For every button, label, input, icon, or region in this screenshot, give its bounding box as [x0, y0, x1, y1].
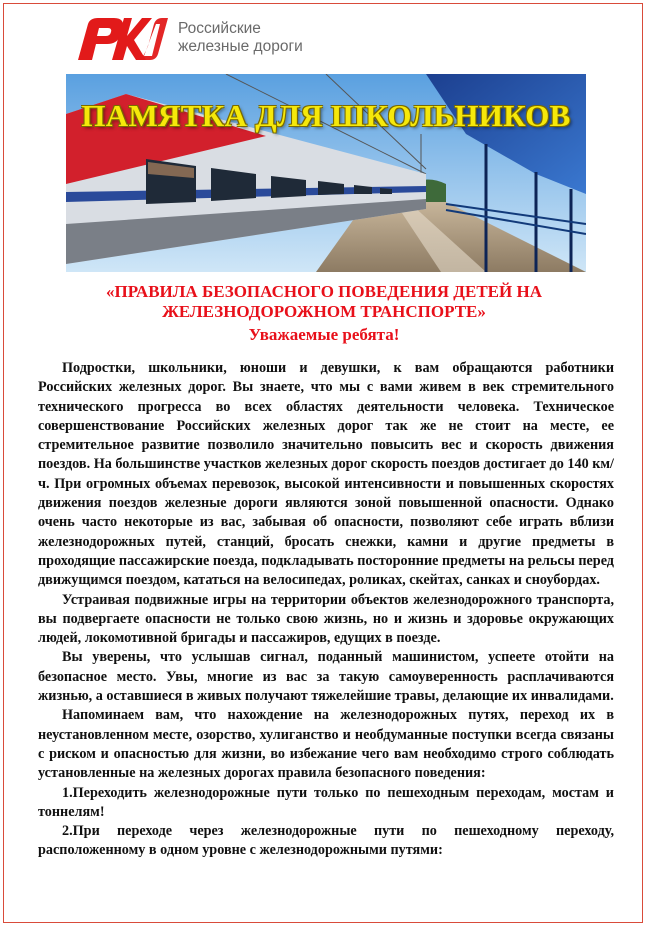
- rules-title: [44, 282, 604, 322]
- rzd-logo: [74, 16, 374, 64]
- rules-title-line-2: ЖЕЛЕЗНОДОРОЖНОМ ТРАНСПОРТЕ»: [162, 302, 486, 321]
- logo-line-1: Российские: [178, 20, 261, 37]
- rzd-logo-mark-icon: [74, 16, 169, 62]
- paragraph-reminder: Напоминаем вам, что нахождение на железнодорожных путях, переход их в неустановленном месте, озорство, хулиганство и необдуманные поступки всегда связаны с риском и опасностью для жизни, во избежание чего вам необходимо строго соблюдать установленные на железных дорогах правила безопасного поведения:: [38, 707, 614, 782]
- greeting: Уважаемые ребята!: [248, 325, 400, 344]
- logo-line-2: железные дороги: [178, 38, 303, 55]
- memo-body: [38, 359, 614, 861]
- rules-title-line-1: «ПРАВИЛА БЕЗОПАСНОГО ПОВЕДЕНИЯ ДЕТЕЙ НА: [105, 282, 542, 301]
- memo-page: [3, 3, 643, 923]
- logo-wordmark: [178, 20, 303, 56]
- paragraph-signal: Вы уверены, что услышав сигнал, поданный машинистом, успеете отойти на безопасное место. Увы, многие из вас за такую самоуверенность расплачиваются жизнью, а оставшиеся в живых получают тяжелейшие травы, делающие их инвалидами.: [38, 649, 614, 705]
- paragraph-intro: Подростки, школьники, юноши и девушки, к вам обращаются работники Российских железных дорог. Вы знаете, что мы с вами живем в век стремительного технического прогресса во всех областях деятельности человека. Техническое совершенствование Российских железных дорог так же не стоит на месте, ее стремительное развитие позволило значительно повысить вес и скорость движения поездов. На большинстве участков железных дорог скорость поездов достигает до 140 км/ч. При огромных объемах перевозок, высокой интенсивности и повышенных скоростях движения поездов железные дороги являются зоной повышенной опасности. Однако очень часто некоторые из вас, забывая об опасности, позволяют себе играть вблизи железнодорожных путей, станций, бросать снежки, камни и другие предметы в проходящие пассажирские поезда, подкладывать посторонние предметы на рельсы перед движущимся поездом, кататься на велосипедах, роликах, скейтах, санках и сноубордах.: [38, 360, 614, 589]
- train-banner-image: [66, 74, 586, 272]
- paragraph-games: Устраивая подвижные игры на территории объектов железнодорожного транспорта, вы подвергаете опасности не только свою жизнь, но и жизнь и здоровье окружающих людей, локомотивной бригады и пассажиров, едущих в поезде.: [38, 591, 614, 647]
- banner-title: ПАМЯТКА ДЛЯ ШКОЛЬНИКОВ: [81, 98, 571, 133]
- rule-item-2: 2.При переходе через железнодорожные пути по пешеходному переходу, расположенному в одном уровне с железнодорожными путями:: [38, 823, 614, 859]
- rule-item-1: 1.Переходить железнодорожные пути только по пешеходным переходам, мостам и тоннелям!: [38, 784, 614, 820]
